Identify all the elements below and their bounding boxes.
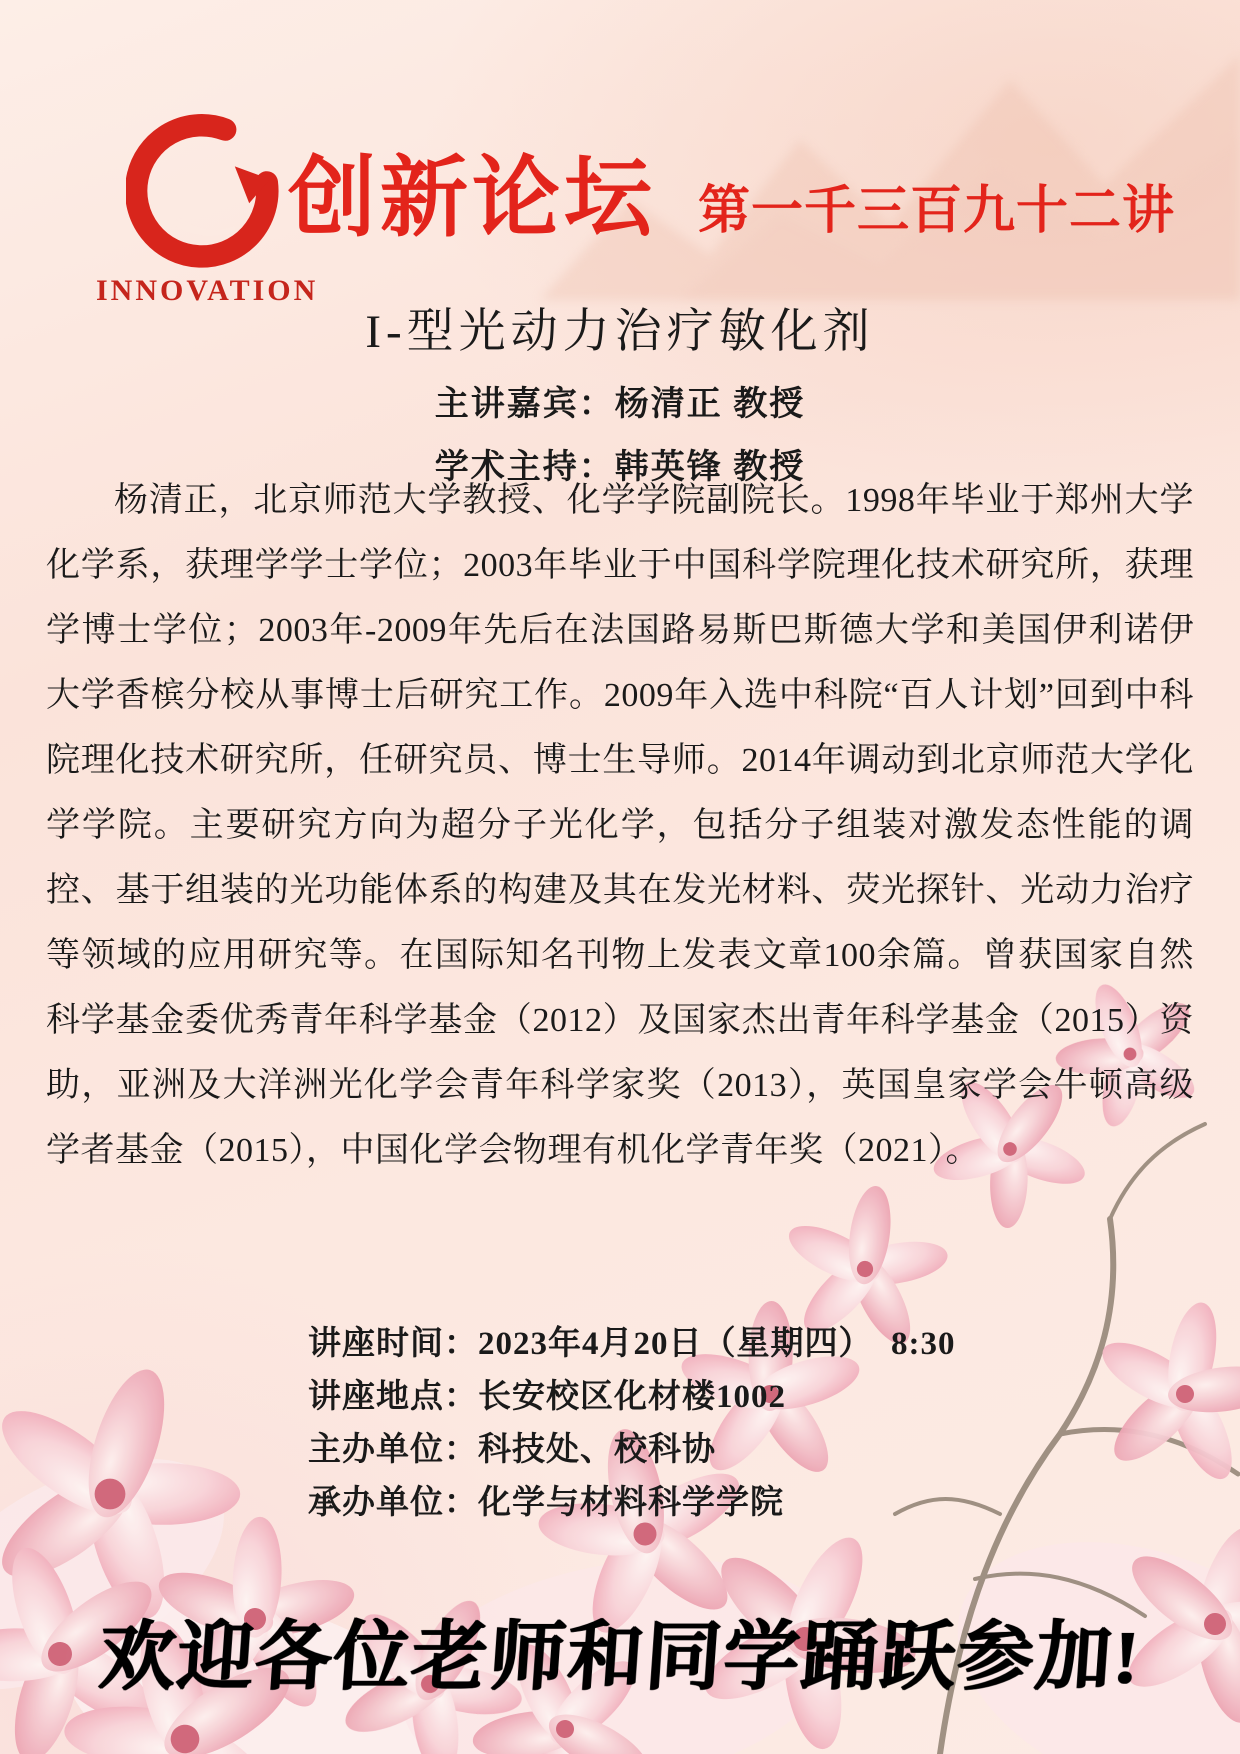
detail-location-value: 长安校区化材楼1002 xyxy=(478,1379,786,1415)
detail-undertaker xyxy=(308,1477,956,1530)
innovation-logo-text: INNOVATION xyxy=(96,274,319,307)
speaker-name: 杨清正 教授 xyxy=(614,386,806,423)
lecture-title: I-型光动力治疗敏化剂 xyxy=(365,306,875,358)
host-label: 学术主持： xyxy=(434,449,615,486)
detail-undertaker-label: 承办单位： xyxy=(308,1485,478,1521)
detail-organizer xyxy=(308,1424,956,1477)
detail-location xyxy=(308,1371,956,1424)
lecture-details xyxy=(308,1318,956,1530)
detail-organizer-value: 科技处、校科协 xyxy=(478,1432,716,1468)
header-titles xyxy=(288,128,1220,254)
detail-time-label: 讲座时间： xyxy=(308,1326,478,1362)
speaker-label: 主讲嘉宾： xyxy=(434,386,615,423)
welcome-message: 欢迎各位老师和同学踊跃参加! xyxy=(95,1616,1144,1700)
speaker-line xyxy=(0,376,1240,425)
detail-undertaker-value: 化学与材料科学学院 xyxy=(478,1485,784,1521)
innovation-logo-icon xyxy=(126,112,286,272)
detail-organizer-label: 主办单位： xyxy=(308,1432,478,1468)
detail-location-label: 讲座地点： xyxy=(308,1379,478,1415)
speaker-biography: 杨清正，北京师范大学教授、化学学院副院长。1998年毕业于郑州大学化学系，获理学学士学位；2003年毕业于中国科学院理化技术研究所，获理学博士学位；2003年-2009年先后在法国路易斯巴斯德大学和美国伊利诺伊大学香槟分校从事博士后研究工作。2009年入选中科院“百人计划”回到中科院理化技术研究所，任研究员、博士生导师。2014年调动到北京师范大学化学学院。主要研究方向为超分子光化学，包括分子组装对激发态性能的调控、基于组装的光功能体系的构建及其在发光材料、荧光探针、光动力治疗等领域的应用研究等。在国际知名刊物上发表文章100余篇。曾获国家自然科学基金委优秀青年科学基金（2012）及国家杰出青年科学基金（2015）资助，亚洲及大洋洲光化学会青年科学家奖（2013），英国皇家学会牛顿高级学者基金（2015），中国化学会物理有机化学青年奖（2021）。 xyxy=(46,482,1194,1169)
host-name: 韩英锋 教授 xyxy=(614,449,806,486)
innovation-logo xyxy=(96,112,319,308)
detail-time-value: 2023年4月20日（星期四） 8:30 xyxy=(478,1326,956,1362)
forum-title: 创新论坛 xyxy=(288,148,657,247)
detail-time xyxy=(308,1318,956,1371)
lecture-number: 第一千三百九十二讲 xyxy=(698,182,1176,240)
